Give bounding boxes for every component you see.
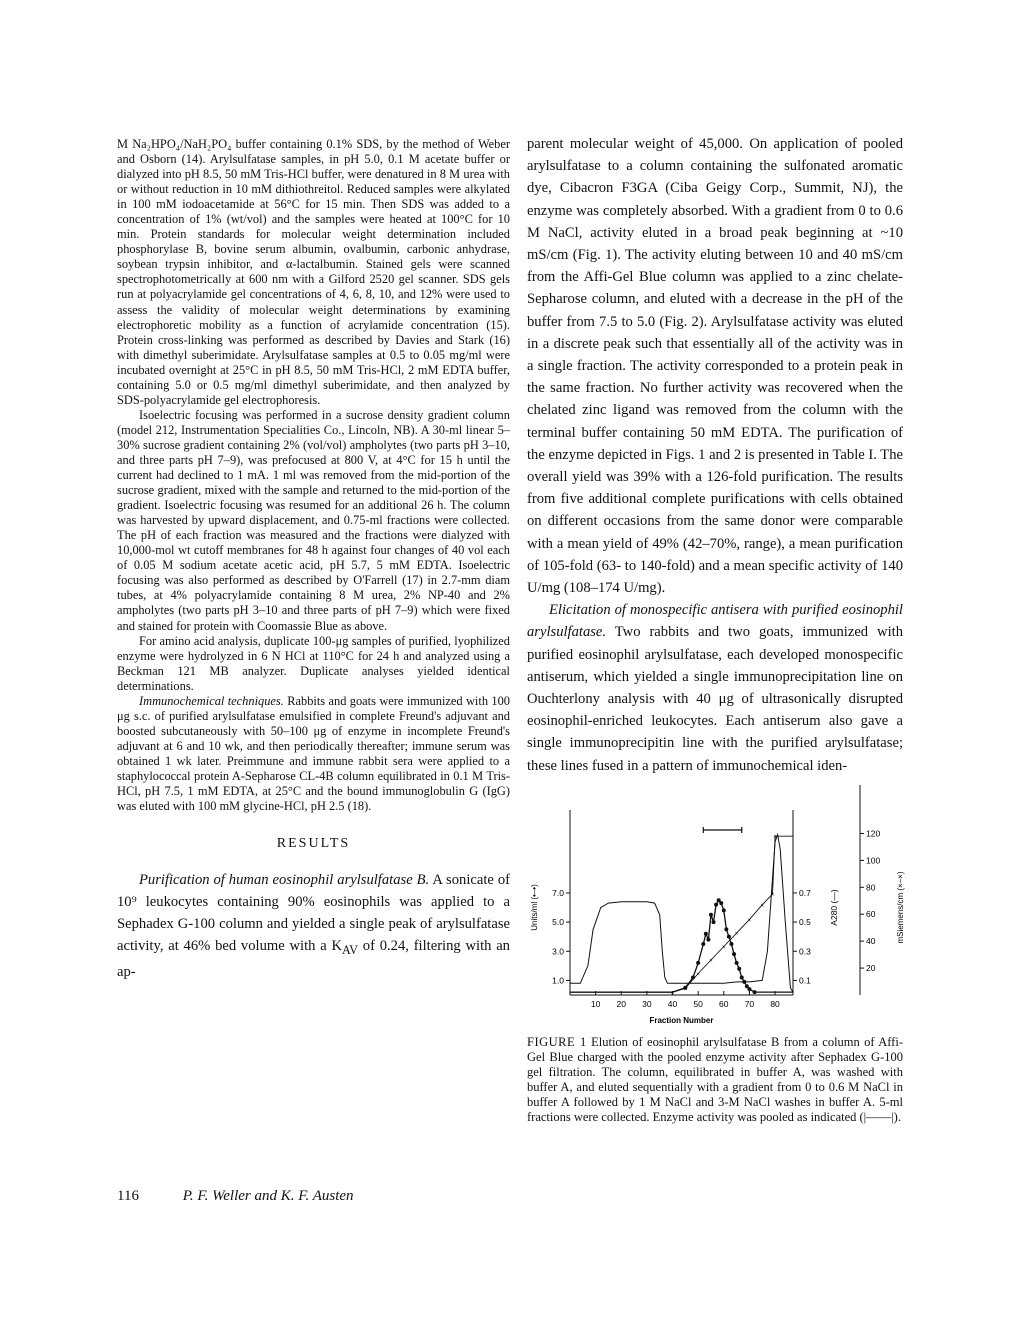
series-units-point: [709, 913, 713, 917]
mid-tick-label: 0.5: [799, 917, 811, 928]
series-units-point: [704, 932, 708, 936]
series-conductivity-point: ×: [670, 990, 675, 997]
series-units-line: [570, 900, 793, 992]
x-tick-label: 50: [693, 999, 703, 1009]
purification-subheading: Purification of human eosinophil arylsulfatase B.: [139, 872, 430, 889]
left-tick-label: 7.0: [552, 887, 564, 898]
running-authors: P. F. Weller and K. F. Austen: [182, 1188, 354, 1204]
series-conductivity-point: ×: [734, 931, 739, 938]
series-units-point: [722, 908, 726, 912]
paragraph-purification: [117, 869, 510, 983]
series-units-point: [706, 938, 710, 942]
left-tick-label: 5.0: [552, 917, 564, 928]
antisera-subheading: Elicitation of monospecific antisera with purified eosinophil arylsulfatase.: [527, 602, 903, 641]
right-tick-label: 120: [866, 828, 881, 839]
series-units-point: [747, 987, 751, 991]
series-conductivity-point: ×: [696, 971, 700, 978]
right-tick-label: 80: [866, 882, 876, 893]
mid-tick-label: 0.7: [799, 887, 811, 898]
left-column: [117, 137, 510, 983]
purification-body: A sonicate of 10⁹ leukocytes containing 90% eosinophils was applied to a Sephadex G-100 column and yielded a single peak of arylsulfatase activity, at 46% bed volume with a K: [117, 872, 510, 955]
x-tick-label: 40: [667, 999, 678, 1009]
kav-subscript: AV: [342, 943, 359, 958]
series-units-point: [753, 990, 757, 994]
mid-axis-title: A280 (—): [829, 889, 839, 926]
right-column: [527, 133, 903, 777]
x-tick-label: 70: [744, 999, 755, 1009]
caption-text: Elution of eosinophil arylsulfatase B from a column of Affi-Gel Blue charged with the pooled enzyme activity after Sephadex G-100 gel filtration. The column, equilibrated in buffer A, was washed with buffer A, and eluted sequentially with a gradient from 0 to 0.6 M NaCl in buffer A followed by 1 M NaCl and 3-M NaCl washes in buffer A. 5-ml fractions were collected. Enzyme activity was pooled as indicated (|——|).: [527, 1035, 903, 1124]
series-units-point: [735, 961, 739, 965]
mid-tick-label: 0.3: [799, 946, 811, 957]
series-units-point: [724, 927, 728, 931]
series-conductivity-point: ×: [760, 903, 764, 910]
series-units-point: [712, 920, 716, 924]
series-units-point: [732, 952, 736, 956]
mid-tick-label: 0.1: [799, 975, 811, 986]
x-tick-label: 20: [616, 999, 626, 1009]
purification-body-end: of 0.24, filtering with an ap-: [117, 938, 510, 981]
x-axis-title: Fraction Number: [649, 1016, 714, 1025]
paragraph-immunochemical: [117, 694, 510, 814]
paragraph-antisera: [527, 599, 903, 777]
results-heading: RESULTS: [276, 836, 351, 852]
right-tick-label: 20: [866, 963, 876, 974]
series-units-point: [729, 942, 733, 946]
series-units-point: [727, 935, 731, 939]
paragraph-methods-sds: M Na₂HPO₄/NaH₂PO₄ buffer containing 0.1% SDS, by the method of Weber and Osborn (14). Arylsulfatase samples, in pH 5.0, 0.1 M acetate buffer or dialyzed into pH 8.5, 50 mM Tris-HCl buffer, were denatured in 8 M urea with or without reduction in 10 mM dithiothreitol. Reduced samples were alkylated in 100 mM iodoacetamide at 56°C for 15 min. Then SDS was added to a concentration of 1% (wt/vol) and the samples were heated at 100°C for 10 min. Protein standards for molecular weight determination included phosphorylase B, bovine serum albumin, ovalbumin, carbonic anhydrase, soybean trypsin inhibitor, and α-lactalbumin. Stained gels were scanned spectrophotometrically at 600 nm with a Gilford 2520 gel scanner. SDS gels run at polyacrylamide gel concentrations of 4, 6, 8, 10, and 12% were used to assess the validity of molecular weight determinations by examining electrophoretic mobility as a function of acrylamide concentration (15). Protein cross-linking was performed as described by Davies and Stark (16) with dimethyl suberimidate. Arylsulfatase samples at 0.5 to 0.05 mg/ml were incubated overnight at 25°C in pH 8.5, 50 mM Tris-HCl, 2 mM EDTA buffer, containing 5.0 or 0.5 mg/ml dimethyl suberimidate, and then analyzed by SDS-polyacrylamide gel electrophoresis.: [117, 137, 510, 407]
series-units-point: [719, 901, 723, 905]
right-tick-label: 60: [866, 909, 876, 920]
series-conductivity-point: ×: [747, 918, 752, 925]
paragraph-isoelectric-focusing: Isoelectric focusing was performed in a sucrose density gradient column (model 212, Instrumentation Specialities Co., Lincoln, NB). A 30-ml linear 5–30% sucrose gradient containing 2% (vol/vol) ampholytes (two parts pH 3–10, and three parts pH 7–9), was prefocused at 800 V, at 4°C for 15 h until the current had declined to 1 mA. 1 ml was removed from the mid-portion of the sucrose gradient, mixed with the sample and returned to the mid-portion of the gradient. Isoelectric focusing was resumed for an additional 26 h. The column was harvested by upward displacement, and 0.75-ml fractions were collected. The pH of each fraction was measured and the fractions were dialyzed with 10,000-mol wt cutoff membranes for 48 h against four changes of 40 vol each of 0.05 M sodium acetate acetic acid, pH 5.7, 5 mM EDTA. Isoelectric focusing was also performed as described by O'Farrell (17) in 2.7-mm diam tubes, at 4% polyacrylamide containing 8 M urea, 2% NP-40 and 2% ampholytes (two parts pH 3–10 and three parts of pH 7–9) which were fixed and stained for protein with Coomassie Blue as above.: [117, 407, 510, 633]
immunochemical-body: Rabbits and goats were immunized with 100 μg s.c. of purified arylsulfatase emulsified in complete Freund's adjuvant and boosted subcutaneously with 50–100 μg of enzyme in incomplete Freund's adjuvant at 6 and 10 wk, and then periodically thereafter; immune serum was obtained 1 wk later. Preimmune and immune rabbit sera were applied to a staphylococcal protein A-Sepharose CL-4B column equilibrated in 0.1 M Tris-HCl, pH 7.5, 1 mM EDTA, at 25°C and the bound immunoglobulin G (IgG) was eluted with 100 mM glycine-HCl, pH 2.5 (18).: [117, 693, 510, 814]
paragraph-affi-gel: parent molecular weight of 45,000. On application of pooled arylsulfatase to a column containing the sulfonated aromatic dye, Cibacron F3GA (Ciba Geigy Corp., Summit, NJ), the enzyme was completely absorbed. With a gradient from 0 to 0.6 M NaCl, activity eluted in a broad peak beginning at ~10 mS/cm (Fig. 1). The activity eluting between 10 and 40 mS/cm from the Affi-Gel Blue column was applied to a zinc chelate-Sepharose column, and eluted with a decrease in the pH of the buffer from 7.5 to 5.0 (Fig. 2). Arylsulfatase activity was eluted in a discrete peak such that essentially all of the activity was in a single fraction. The activity corresponded to a protein peak in the same fraction. No further activity was recovered when the chelated zinc ligand was removed from the column with the terminal buffer containing 50 mM EDTA. The purification of the enzyme depicted in Figs. 1 and 2 is presented in Table I. The overall yield was 39% with a 126-fold purification. The results from five additional complete purifications with cells obtained on different occasions from the same donor were comparable with a mean yield of 49% (42–70%, range), a mean purification of 105-fold (63- to 140-fold) and a mean specific activity of 140 U/mg (108–174 U/mg).: [527, 136, 903, 597]
caption-label: FIGURE 1: [527, 1035, 587, 1049]
right-axis-title: mSiemens/cm (×–×): [896, 871, 905, 944]
figure-1-caption: [527, 1035, 903, 1124]
left-tick-label: 3.0: [552, 946, 564, 957]
antisera-body: Two rabbits and two goats, immunized with purified eosinophil arylsulfatase, each developed monospecific antiserum, which yielded a single immunoprecipitation line on Ouchterlony analysis with 40 μg of ultrasonically disrupted eosinophil-enriched leukocytes. Each antiserum also gave a single immunoprecipitin line with the purified arylsulfatase; these lines fused in a pattern of immunochemical iden-: [527, 624, 903, 774]
series-units-point: [696, 961, 700, 965]
series-conductivity-line: [570, 836, 793, 992]
left-tick-label: 1.0: [552, 975, 564, 986]
x-tick-label: 80: [770, 999, 780, 1009]
immunochemical-subheading: Immunochemical techniques.: [139, 693, 284, 708]
series-conductivity-point: ×: [722, 945, 726, 952]
page-number: 116: [117, 1188, 139, 1204]
x-tick-label: 10: [590, 999, 601, 1009]
x-tick-label: 60: [719, 999, 729, 1009]
series-conductivity-point: ×: [683, 986, 688, 993]
series-units-point: [737, 967, 741, 971]
x-tick-label: 30: [642, 999, 652, 1009]
series-conductivity-point: ×: [770, 892, 775, 899]
series-conductivity-point: ×: [773, 834, 777, 841]
right-tick-label: 100: [866, 855, 881, 866]
right-tick-label: 40: [866, 936, 876, 947]
series-units-point: [714, 903, 718, 907]
paragraph-amino-acid-analysis: For amino acid analysis, duplicate 100-μg samples of purified, lyophilized enzyme were hydrolyzed in 6 N HCl at 110°C for 24 h and analyzed using a Beckman 121 MB analyzer. Duplicate analyses yielded identical determinations.: [117, 633, 510, 693]
series-conductivity-point: ×: [709, 958, 713, 965]
series-units-point: [701, 942, 705, 946]
elution-chart-svg: [525, 785, 910, 1025]
series-units-point: [740, 976, 744, 980]
figure-1-chart: [525, 785, 910, 1025]
page-footer: [117, 1188, 354, 1205]
left-axis-title: Units/ml (•–•): [530, 884, 539, 931]
series-a280-line: [570, 835, 793, 993]
series-units-point: [742, 980, 746, 984]
